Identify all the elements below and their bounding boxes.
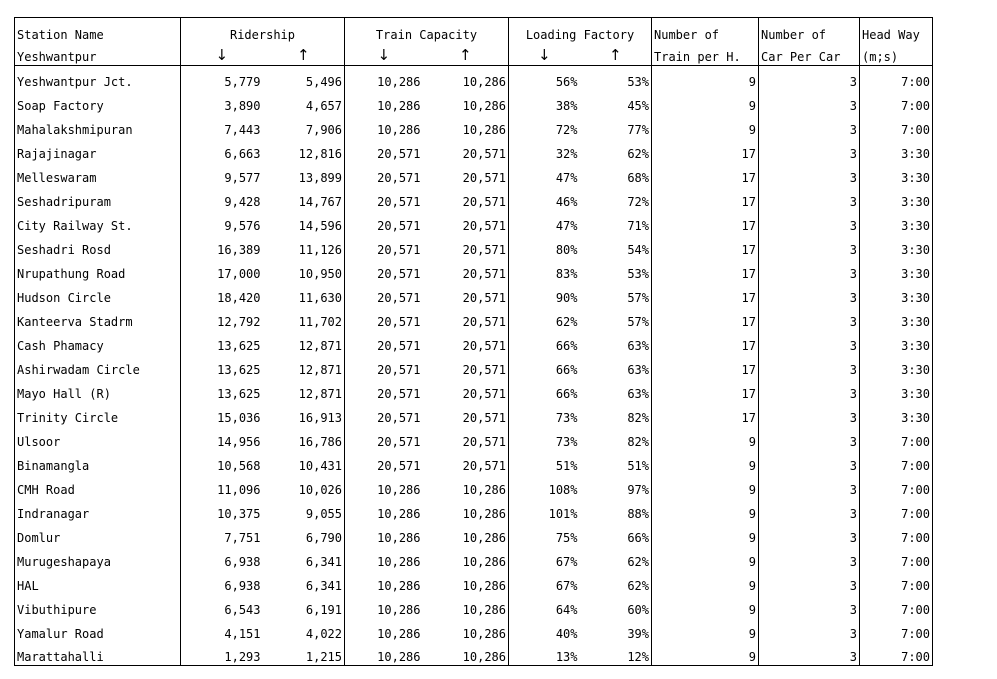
- station-name-cell: Soap Factory: [15, 90, 181, 114]
- table-row: [15, 642, 933, 666]
- capacity-up-cell: 10,286: [423, 114, 509, 138]
- capacity-up-cell: 20,571: [423, 138, 509, 162]
- cars-per-train-cell: 3: [759, 474, 860, 498]
- capacity-down-cell: 10,286: [345, 642, 423, 666]
- station-name-cell: Indranagar: [15, 498, 181, 522]
- ridership-down-cell: 15,036: [217, 410, 261, 425]
- trains-per-hour-cell: 9: [652, 498, 759, 522]
- ridership-up-cell: 11,630: [263, 282, 345, 306]
- header-row-bottom: [15, 42, 933, 66]
- ridership-down-cell: 18,420: [217, 290, 261, 305]
- loading-down-cell: 108%: [548, 482, 578, 497]
- capacity-down-cell: 20,571: [377, 338, 421, 353]
- capacity-up-cell: 20,571: [423, 330, 509, 354]
- trains-per-hour-cell: 9: [652, 570, 759, 594]
- station-name-cell: Rajajinagar: [15, 138, 181, 162]
- ridership-up-cell: 10,026: [263, 474, 345, 498]
- ridership-down-cell: 13,625: [217, 386, 261, 401]
- cars-per-train-cell: 3: [759, 522, 860, 546]
- ridership-down-cell: 12,792: [217, 314, 261, 329]
- ridership-up-cell: 14,767: [263, 186, 345, 210]
- ridership-up-cell: 1,215: [263, 642, 345, 666]
- cars-per-train-cell: 3: [759, 594, 860, 618]
- loading-down-cell: 83%: [555, 266, 578, 281]
- cars-per-train-cell: 3: [759, 282, 860, 306]
- headway-cell: 3:30: [860, 306, 933, 330]
- headway-cell: 7:00: [860, 618, 933, 642]
- table-body: [15, 18, 933, 666]
- table-row: [15, 354, 933, 378]
- station-name-cell: City Railway St.: [15, 210, 181, 234]
- capacity-down-cell: 20,571: [377, 314, 421, 329]
- loading-down-cell: 67%: [555, 554, 578, 569]
- ridership-up-cell: 14,596: [263, 210, 345, 234]
- trains-per-hour-cell: 9: [652, 450, 759, 474]
- loading-down-cell: 40%: [555, 626, 578, 641]
- headway-cell: 7:00: [860, 426, 933, 450]
- loading-up-cell: 62%: [580, 546, 652, 570]
- headway-cell: 3:30: [860, 234, 933, 258]
- header-row-top: [15, 18, 933, 42]
- loading-up-cell: 63%: [580, 330, 652, 354]
- table-row: [15, 426, 933, 450]
- headway-cell: 7:00: [860, 474, 933, 498]
- origin-station-header: Yeshwantpur: [15, 42, 181, 66]
- headway-cell: 7:00: [860, 522, 933, 546]
- ridership-up-cell: 6,341: [263, 546, 345, 570]
- trains-per-hour-cell: 9: [652, 114, 759, 138]
- loading-down-cell: 38%: [555, 98, 578, 113]
- capacity-up-cell: 10,286: [423, 546, 509, 570]
- headway-cell: 3:30: [860, 402, 933, 426]
- capacity-up-cell: 20,571: [423, 426, 509, 450]
- loading-up-cell: 53%: [580, 66, 652, 90]
- cars-per-train-cell: 3: [759, 330, 860, 354]
- ridership-down-cell: 6,663: [224, 146, 261, 161]
- trains-per-hour-cell: 17: [652, 186, 759, 210]
- headway-cell: 7:00: [860, 570, 933, 594]
- loading-up-cell: 68%: [580, 162, 652, 186]
- loading-down-cell: 73%: [555, 410, 578, 425]
- train-capacity-header: Train Capacity: [345, 18, 509, 42]
- loading-up-cell: 62%: [580, 138, 652, 162]
- ridership-down-cell: 5,779: [224, 74, 261, 89]
- capacity-down-cell: 20,571: [377, 266, 421, 281]
- trains-per-hour-header-bottom: Train per H.: [652, 42, 759, 66]
- loading-up-cell: 57%: [580, 306, 652, 330]
- cars-per-train-cell: 3: [759, 234, 860, 258]
- headway-cell: 3:30: [860, 186, 933, 210]
- table-row: [15, 330, 933, 354]
- trains-per-hour-header-top: Number of: [652, 18, 759, 42]
- trains-per-hour-cell: 17: [652, 234, 759, 258]
- cars-per-train-cell: 3: [759, 402, 860, 426]
- ridership-up-cell: 4,657: [263, 90, 345, 114]
- cars-per-train-cell: 3: [759, 618, 860, 642]
- capacity-up-cell: 10,286: [423, 642, 509, 666]
- cars-per-train-header-bottom: Car Per Car: [759, 42, 860, 66]
- station-name-cell: HAL: [15, 570, 181, 594]
- loading-up-cell: 60%: [580, 594, 652, 618]
- ridership-up-cell: 11,702: [263, 306, 345, 330]
- loading-down-cell: 66%: [555, 338, 578, 353]
- capacity-up-cell: 20,571: [423, 162, 509, 186]
- trains-per-hour-cell: 9: [652, 522, 759, 546]
- station-name-cell: Cash Phamacy: [15, 330, 181, 354]
- table-row: [15, 570, 933, 594]
- station-name-cell: Seshadri Rosd: [15, 234, 181, 258]
- ridership-down-cell: 11,096: [217, 482, 261, 497]
- loading-up-cell: 57%: [580, 282, 652, 306]
- station-name-cell: Ulsoor: [15, 426, 181, 450]
- capacity-down-cell: 20,571: [377, 170, 421, 185]
- capacity-down-cell: 10,286: [377, 602, 421, 617]
- trains-per-hour-cell: 9: [652, 474, 759, 498]
- station-name-cell: Hudson Circle: [15, 282, 181, 306]
- trains-per-hour-cell: 9: [652, 66, 759, 90]
- capacity-up-cell: 20,571: [423, 378, 509, 402]
- ridership-down-cell: 14,956: [217, 434, 261, 449]
- ridership-down-cell: 10,568: [217, 458, 261, 473]
- ridership-table: [14, 17, 933, 666]
- cars-per-train-cell: 3: [759, 138, 860, 162]
- cars-per-train-cell: 3: [759, 426, 860, 450]
- trains-per-hour-cell: 9: [652, 546, 759, 570]
- trains-per-hour-cell: 17: [652, 354, 759, 378]
- cars-per-train-cell: 3: [759, 642, 860, 666]
- table-row: [15, 114, 933, 138]
- capacity-down-cell: 10,286: [377, 578, 421, 593]
- station-name-cell: Vibuthipure: [15, 594, 181, 618]
- loading-factory-header: Loading Factory: [509, 18, 652, 42]
- table-row: [15, 210, 933, 234]
- ridership-up-cell: 6,341: [263, 570, 345, 594]
- capacity-down-cell: 10,286: [377, 482, 421, 497]
- capacity-down-cell: 20,571: [377, 410, 421, 425]
- capacity-up-cell: 20,571: [423, 234, 509, 258]
- ridership-up-cell: 12,871: [263, 330, 345, 354]
- ridership-up-arrow: ↑: [263, 42, 345, 66]
- loading-down-cell: 75%: [555, 530, 578, 545]
- loading-down-cell: 46%: [555, 194, 578, 209]
- loading-down-arrow: ↓: [509, 42, 580, 66]
- capacity-down-cell: 10,286: [377, 554, 421, 569]
- table-row: [15, 258, 933, 282]
- loading-up-cell: 66%: [580, 522, 652, 546]
- capacity-down-cell: 20,571: [377, 458, 421, 473]
- cars-per-train-cell: 3: [759, 186, 860, 210]
- loading-down-cell: 13%: [509, 642, 580, 666]
- loading-up-cell: 63%: [580, 354, 652, 378]
- capacity-down-cell: 10,286: [377, 506, 421, 521]
- loading-down-cell: 62%: [555, 314, 578, 329]
- capacity-up-cell: 20,571: [423, 402, 509, 426]
- cars-per-train-cell: 3: [759, 546, 860, 570]
- capacity-up-cell: 20,571: [423, 450, 509, 474]
- capacity-up-cell: 10,286: [423, 570, 509, 594]
- capacity-up-cell: 10,286: [423, 498, 509, 522]
- capacity-up-cell: 20,571: [423, 258, 509, 282]
- loading-up-cell: 51%: [580, 450, 652, 474]
- cars-per-train-cell: 3: [759, 258, 860, 282]
- cars-per-train-cell: 3: [759, 210, 860, 234]
- loading-down-cell: 66%: [555, 362, 578, 377]
- station-name-cell: Ashirwadam Circle: [15, 354, 181, 378]
- ridership-up-cell: 12,871: [263, 354, 345, 378]
- headway-header-top: Head Way: [860, 18, 933, 42]
- cars-per-train-cell: 3: [759, 162, 860, 186]
- headway-cell: 7:00: [860, 546, 933, 570]
- ridership-down-cell: 7,443: [224, 122, 261, 137]
- headway-cell: 7:00: [860, 594, 933, 618]
- station-name-cell: Yamalur Road: [15, 618, 181, 642]
- ridership-down-arrow: ↓: [181, 42, 263, 66]
- capacity-down-cell: 10,286: [377, 122, 421, 137]
- loading-down-cell: 47%: [555, 218, 578, 233]
- trains-per-hour-cell: 17: [652, 210, 759, 234]
- headway-cell: 7:00: [860, 498, 933, 522]
- ridership-down-cell: 3,890: [224, 98, 261, 113]
- table-row: [15, 618, 933, 642]
- table-row: [15, 546, 933, 570]
- ridership-down-cell: 9,576: [224, 218, 261, 233]
- loading-down-cell: 72%: [555, 122, 578, 137]
- capacity-down-cell: 10,286: [377, 98, 421, 113]
- capacity-up-cell: 20,571: [423, 354, 509, 378]
- loading-up-cell: 71%: [580, 210, 652, 234]
- trains-per-hour-cell: 9: [652, 642, 759, 666]
- station-name-cell: Yeshwantpur Jct.: [15, 66, 181, 90]
- headway-cell: 3:30: [860, 354, 933, 378]
- loading-up-cell: 72%: [580, 186, 652, 210]
- headway-cell: 7:00: [860, 642, 933, 666]
- station-name-cell: Binamangla: [15, 450, 181, 474]
- capacity-up-cell: 10,286: [423, 90, 509, 114]
- headway-header-bottom: (m;s): [860, 42, 933, 66]
- capacity-up-cell: 20,571: [423, 210, 509, 234]
- capacity-up-cell: 20,571: [423, 282, 509, 306]
- ridership-down-cell: 9,428: [224, 194, 261, 209]
- ridership-down-cell: 6,543: [224, 602, 261, 617]
- trains-per-hour-cell: 17: [652, 282, 759, 306]
- station-name-cell: Nrupathung Road: [15, 258, 181, 282]
- trains-per-hour-cell: 17: [652, 258, 759, 282]
- ridership-down-cell: 7,751: [224, 530, 261, 545]
- loading-up-cell: 77%: [580, 114, 652, 138]
- loading-up-cell: 97%: [580, 474, 652, 498]
- cars-per-train-cell: 3: [759, 114, 860, 138]
- loading-down-cell: 90%: [555, 290, 578, 305]
- loading-down-cell: 73%: [555, 434, 578, 449]
- cars-per-train-cell: 3: [759, 90, 860, 114]
- station-name-cell: CMH Road: [15, 474, 181, 498]
- headway-cell: 7:00: [860, 450, 933, 474]
- ridership-up-cell: 13,899: [263, 162, 345, 186]
- cars-per-train-header-top: Number of: [759, 18, 860, 42]
- ridership-up-cell: 5,496: [263, 66, 345, 90]
- loading-down-cell: 80%: [555, 242, 578, 257]
- ridership-down-cell: 16,389: [217, 242, 261, 257]
- table-row: [15, 402, 933, 426]
- ridership-down-cell: 10,375: [217, 506, 261, 521]
- loading-down-cell: 64%: [555, 602, 578, 617]
- loading-down-cell: 32%: [555, 146, 578, 161]
- station-name-cell: Murugeshapaya: [15, 546, 181, 570]
- headway-cell: 3:30: [860, 330, 933, 354]
- table-row: [15, 522, 933, 546]
- station-name-cell: Mahalakshmipuran: [15, 114, 181, 138]
- capacity-down-arrow: ↓: [345, 42, 423, 66]
- ridership-down-cell: 17,000: [217, 266, 261, 281]
- loading-up-cell: 12%: [580, 642, 652, 666]
- loading-down-cell: 66%: [555, 386, 578, 401]
- ridership-down-cell: 6,938: [224, 554, 261, 569]
- ridership-up-cell: 10,431: [263, 450, 345, 474]
- loading-up-arrow: ↑: [580, 42, 652, 66]
- capacity-up-cell: 10,286: [423, 522, 509, 546]
- capacity-down-cell: 20,571: [377, 290, 421, 305]
- capacity-down-cell: 10,286: [377, 74, 421, 89]
- table-row: [15, 378, 933, 402]
- trains-per-hour-cell: 9: [652, 90, 759, 114]
- ridership-up-cell: 12,871: [263, 378, 345, 402]
- headway-cell: 3:30: [860, 162, 933, 186]
- headway-cell: 7:00: [860, 90, 933, 114]
- loading-up-cell: 82%: [580, 426, 652, 450]
- table-row: [15, 282, 933, 306]
- trains-per-hour-cell: 17: [652, 378, 759, 402]
- ridership-down-cell: 4,151: [224, 626, 261, 641]
- ridership-up-cell: 7,906: [263, 114, 345, 138]
- headway-cell: 3:30: [860, 282, 933, 306]
- headway-cell: 3:30: [860, 138, 933, 162]
- trains-per-hour-cell: 9: [652, 426, 759, 450]
- table-row: [15, 450, 933, 474]
- loading-down-cell: 67%: [555, 578, 578, 593]
- capacity-down-cell: 20,571: [377, 194, 421, 209]
- ridership-up-cell: 10,950: [263, 258, 345, 282]
- ridership-up-cell: 12,816: [263, 138, 345, 162]
- station-name-cell: Marattahalli: [15, 642, 181, 666]
- table-row: [15, 90, 933, 114]
- loading-up-cell: 63%: [580, 378, 652, 402]
- cars-per-train-cell: 3: [759, 354, 860, 378]
- ridership-up-cell: 6,191: [263, 594, 345, 618]
- ridership-up-cell: 16,913: [263, 402, 345, 426]
- trains-per-hour-cell: 9: [652, 618, 759, 642]
- table-row: [15, 594, 933, 618]
- ridership-table-container: [14, 17, 933, 666]
- capacity-up-arrow: ↑: [423, 42, 509, 66]
- ridership-down-cell: 6,938: [224, 578, 261, 593]
- capacity-down-cell: 20,571: [377, 146, 421, 161]
- capacity-up-cell: 10,286: [423, 618, 509, 642]
- cars-per-train-cell: 3: [759, 450, 860, 474]
- capacity-up-cell: 10,286: [423, 474, 509, 498]
- ridership-up-cell: 6,790: [263, 522, 345, 546]
- capacity-down-cell: 20,571: [377, 362, 421, 377]
- loading-down-cell: 47%: [555, 170, 578, 185]
- capacity-down-cell: 20,571: [377, 242, 421, 257]
- trains-per-hour-cell: 17: [652, 138, 759, 162]
- ridership-up-cell: 4,022: [263, 618, 345, 642]
- trains-per-hour-cell: 9: [652, 594, 759, 618]
- loading-up-cell: 88%: [580, 498, 652, 522]
- ridership-header: Ridership: [181, 18, 345, 42]
- headway-cell: 3:30: [860, 258, 933, 282]
- capacity-down-cell: 20,571: [377, 434, 421, 449]
- trains-per-hour-cell: 17: [652, 306, 759, 330]
- loading-up-cell: 53%: [580, 258, 652, 282]
- trains-per-hour-cell: 17: [652, 402, 759, 426]
- capacity-down-cell: 20,571: [377, 218, 421, 233]
- trains-per-hour-cell: 17: [652, 330, 759, 354]
- table-row: [15, 186, 933, 210]
- cars-per-train-cell: 3: [759, 498, 860, 522]
- cars-per-train-cell: 3: [759, 378, 860, 402]
- table-row: [15, 498, 933, 522]
- capacity-up-cell: 20,571: [423, 186, 509, 210]
- loading-up-cell: 54%: [580, 234, 652, 258]
- cars-per-train-cell: 3: [759, 66, 860, 90]
- loading-up-cell: 62%: [580, 570, 652, 594]
- table-row: [15, 138, 933, 162]
- table-row: [15, 474, 933, 498]
- headway-cell: 3:30: [860, 378, 933, 402]
- ridership-up-cell: 11,126: [263, 234, 345, 258]
- station-name-header: Station Name: [15, 18, 181, 42]
- loading-down-cell: 51%: [555, 458, 578, 473]
- loading-up-cell: 82%: [580, 402, 652, 426]
- loading-down-cell: 101%: [548, 506, 578, 521]
- capacity-up-cell: 20,571: [423, 306, 509, 330]
- headway-cell: 7:00: [860, 66, 933, 90]
- station-name-cell: Seshadripuram: [15, 186, 181, 210]
- ridership-up-cell: 16,786: [263, 426, 345, 450]
- headway-cell: 7:00: [860, 114, 933, 138]
- ridership-up-cell: 9,055: [263, 498, 345, 522]
- capacity-up-cell: 10,286: [423, 594, 509, 618]
- loading-up-cell: 39%: [580, 618, 652, 642]
- station-name-cell: Kanteerva Stadrm: [15, 306, 181, 330]
- table-row: [15, 234, 933, 258]
- capacity-up-cell: 10,286: [423, 66, 509, 90]
- ridership-down-cell: 9,577: [224, 170, 261, 185]
- ridership-down-cell: 13,625: [217, 338, 261, 353]
- loading-up-cell: 45%: [580, 90, 652, 114]
- ridership-down-cell: 1,293: [181, 642, 263, 666]
- capacity-down-cell: 10,286: [377, 626, 421, 641]
- capacity-down-cell: 20,571: [377, 386, 421, 401]
- loading-down-cell: 56%: [555, 74, 578, 89]
- station-name-cell: Trinity Circle: [15, 402, 181, 426]
- cars-per-train-cell: 3: [759, 306, 860, 330]
- table-row: [15, 162, 933, 186]
- station-name-cell: Domlur: [15, 522, 181, 546]
- headway-cell: 3:30: [860, 210, 933, 234]
- capacity-down-cell: 10,286: [377, 530, 421, 545]
- station-name-cell: Mayo Hall (R): [15, 378, 181, 402]
- table-row: [15, 66, 933, 90]
- trains-per-hour-cell: 17: [652, 162, 759, 186]
- cars-per-train-cell: 3: [759, 570, 860, 594]
- table-row: [15, 306, 933, 330]
- ridership-down-cell: 13,625: [217, 362, 261, 377]
- station-name-cell: Melleswaram: [15, 162, 181, 186]
